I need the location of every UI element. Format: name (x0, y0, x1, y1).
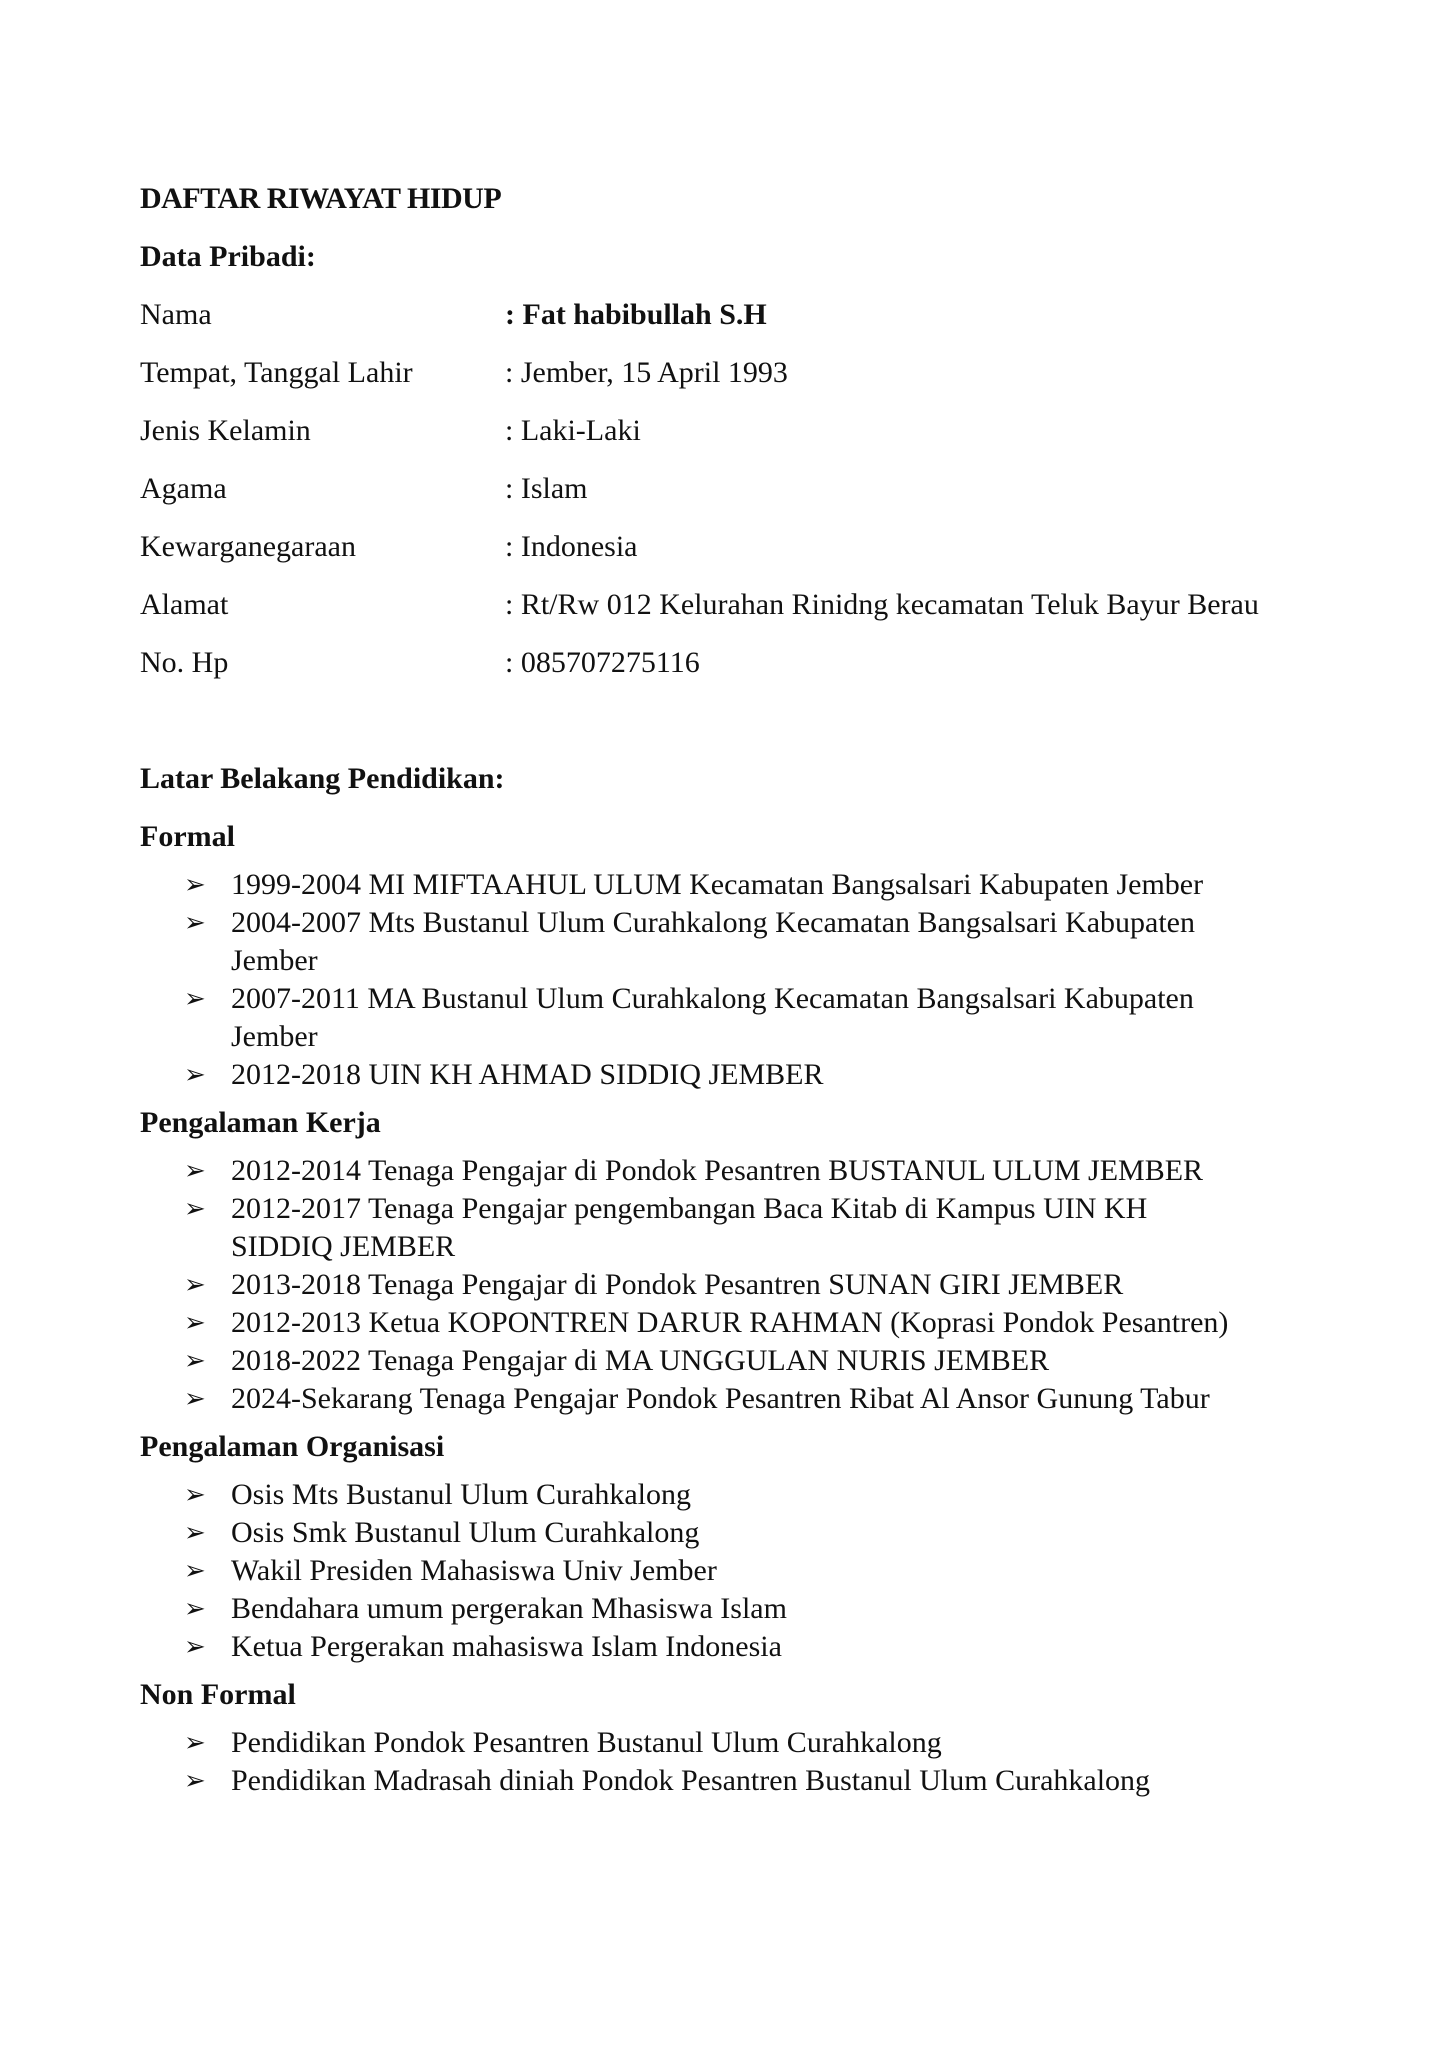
list-item: ➢ 2004-2007 Mts Bustanul Ulum Curahkalong Kecamatan Bangsalsari Kabupaten Jember (184, 906, 1195, 977)
list-item: ➢ Ketua Pergerakan mahasiswa Islam Indonesia (184, 1628, 1251, 1666)
list-item: ➢ 2024-Sekarang Tenaga Pengajar Pondok Pesantren Ribat Al Ansor Gunung Tabur (184, 1380, 1251, 1418)
list-item: ➢ Pendidikan Madrasah diniah Pondok Pesantren Bustanul Ulum Curahkalong (184, 1762, 1251, 1800)
list-item: ➢ Pendidikan Pondok Pesantren Bustanul Ulum Curahkalong (184, 1724, 1251, 1762)
personal-row-nationality (140, 518, 1320, 576)
list-item: ➢ 2013-2018 Tenaga Pengajar di Pondok Pesantren SUNAN GIRI JEMBER (184, 1266, 1251, 1304)
arrow-bullet-icon: ➢ (184, 1384, 206, 1413)
list-item: ➢ Bendahara umum pergerakan Mhasiswa Islam (184, 1590, 1251, 1628)
education-heading: Latar Belakang Pendidikan: (140, 762, 505, 795)
work-experience-list (140, 1152, 1320, 1418)
list-item: ➢ 2007-2011 MA Bustanul Ulum Curahkalong Kecamatan Bangsalsari Kabupaten Jember (184, 982, 1194, 1053)
field-label: Kewarganegaraan (140, 530, 356, 563)
arrow-bullet-icon: ➢ (184, 1594, 206, 1623)
field-value: : Laki-Laki (505, 414, 641, 447)
list-item: ➢ Wakil Presiden Mahasiswa Univ Jember (184, 1552, 1251, 1590)
field-value: : Islam (505, 472, 588, 505)
arrow-bullet-icon: ➢ (184, 1728, 206, 1757)
work-experience-heading: Pengalaman Kerja (140, 1106, 381, 1139)
arrow-bullet-icon: ➢ (184, 1632, 206, 1661)
arrow-bullet-icon: ➢ (184, 1194, 206, 1223)
arrow-bullet-icon: ➢ (184, 1270, 206, 1299)
list-item: ➢ Osis Mts Bustanul Ulum Curahkalong (184, 1476, 1251, 1514)
list-item: ➢ Osis Smk Bustanul Ulum Curahkalong (184, 1514, 1251, 1552)
field-label: Agama (140, 472, 227, 505)
list-item: ➢ 2018-2022 Tenaga Pengajar di MA UNGGULAN NURIS JEMBER (184, 1342, 1251, 1380)
organization-experience-list (140, 1476, 1320, 1666)
list-item: ➢ 2012-2013 Ketua KOPONTREN DARUR RAHMAN (Koprasi Pondok Pesantren) (184, 1304, 1251, 1342)
arrow-bullet-icon: ➢ (184, 1308, 206, 1337)
personal-row-address (140, 576, 1320, 634)
field-label: Tempat, Tanggal Lahir (140, 356, 413, 389)
personal-row-birth (140, 344, 1320, 402)
field-label: Jenis Kelamin (140, 414, 311, 447)
non-formal-heading: Non Formal (140, 1678, 296, 1711)
non-formal-list (140, 1724, 1320, 1800)
arrow-bullet-icon: ➢ (184, 1766, 206, 1795)
arrow-bullet-icon: ➢ (184, 984, 206, 1013)
field-value: : Indonesia (505, 530, 638, 563)
organization-experience-heading: Pengalaman Organisasi (140, 1430, 445, 1463)
arrow-bullet-icon: ➢ (184, 1156, 206, 1185)
personal-row-name (140, 286, 1320, 344)
arrow-bullet-icon: ➢ (184, 1060, 206, 1089)
personal-row-gender (140, 402, 1320, 460)
field-value: : Rt/Rw 012 Kelurahan Rinidng kecamatan Teluk Bayur Berau (505, 588, 1259, 621)
cv-document (140, 170, 1320, 1800)
field-value: : Jember, 15 April 1993 (505, 356, 788, 389)
field-label: No. Hp (140, 646, 229, 679)
list-item: ➢ 2012-2014 Tenaga Pengajar di Pondok Pesantren BUSTANUL ULUM JEMBER (184, 1152, 1251, 1190)
list-item: ➢ 2012-2017 Tenaga Pengajar pengembangan Baca Kitab di Kampus UIN KH SIDDIQ JEMBER (184, 1192, 1148, 1263)
formal-education-list (140, 866, 1320, 1094)
arrow-bullet-icon: ➢ (184, 1480, 206, 1509)
field-value: : 085707275116 (505, 646, 700, 679)
arrow-bullet-icon: ➢ (184, 1518, 206, 1547)
section-spacer (140, 692, 1320, 750)
personal-row-religion (140, 460, 1320, 518)
field-label: Alamat (140, 588, 229, 621)
arrow-bullet-icon: ➢ (184, 870, 206, 899)
list-item: ➢ 2012-2018 UIN KH AHMAD SIDDIQ JEMBER (184, 1056, 1251, 1094)
formal-education-heading: Formal (140, 820, 235, 853)
list-item: ➢ 1999-2004 MI MIFTAAHUL ULUM Kecamatan Bangsalsari Kabupaten Jember (184, 866, 1251, 904)
document-title: DAFTAR RIWAYAT HIDUP (140, 182, 502, 215)
field-label: Nama (140, 298, 212, 331)
personal-data-heading: Data Pribadi: (140, 240, 316, 273)
personal-row-phone (140, 634, 1320, 692)
arrow-bullet-icon: ➢ (184, 908, 206, 937)
field-value: : Fat habibullah S.H (505, 298, 767, 331)
arrow-bullet-icon: ➢ (184, 1556, 206, 1585)
arrow-bullet-icon: ➢ (184, 1346, 206, 1375)
